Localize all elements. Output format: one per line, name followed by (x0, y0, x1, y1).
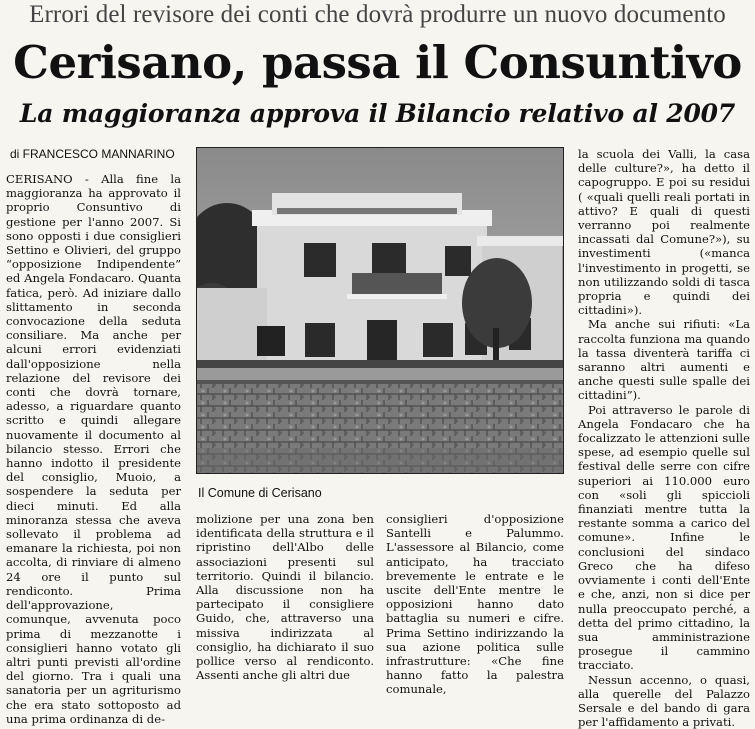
paragraph: la scuola dei Valli, la casa delle culture?», ha detto il capogruppo. E poi su residui ( «quali quelli reali portati in attivo? E quali di questi verranno poi realmente incassati dal Comune?»), su investimenti («manca l'investimento in progetti, se non utilizzando soldi di tasca propria e quindi dei cittadini»). (578, 147, 750, 318)
paragraph: Poi attraverso le parole di Angela Fondacaro che ha focalizzato le attenzioni sulle spese, ad esempio quelle sul festival delle serre con cifre superiori ai 110.000 euro con «soli gli spiccioli finanziati mentre tutta la restante somma a carico del comune». Infine le conclusioni del sindaco Greco che ha difeso ovviamente i conti dell'Ente e che, anzi, non si dice per nulla preoccupato perché, a detta del primo cittadino, la sua amministrazione prosegue il cammino tracciato. (578, 402, 750, 673)
town-hall-photo (196, 147, 564, 474)
article-subhead: La maggioranza approva il Bilancio relativo al 2007 (19, 99, 736, 128)
article-kicker: Errori del revisore dei conti che dovrà produrre un nuovo documento (29, 1, 726, 28)
photo-caption: Il Comune di Cerisano (198, 486, 322, 500)
paragraph: Nessun accenno, o quasi, alla querelle del Palazzo Sersale e del bando di gara per l'affidamento a privati. (578, 672, 750, 729)
paragraph: consiglieri d'opposizione Santelli e Palummo. L'assessore al Bilancio, come anticipato, ha tracciato brevemente le entrate e le uscite dell'Ente mentre le opposizioni hanno dato battaglia su numeri e cifre. Prima Settino indirizzando la sua azione politica sulle infrastrutture: «Che fine hanno fatto la palestra comunale, (386, 512, 564, 697)
paragraph: CERISANO - Alla fine la maggioranza ha approvato il proprio Consuntivo di gestione per l'anno 2007. Si sono opposti i due consiglieri Settino e Olivieri, del gruppo “opposizione Indipendente” ed Angela Fondacaro. Quanta fatica, però. Ad iniziare dallo slittamento in seconda convocazione della seduta consiliare. Ma anche per alcuni errori evidenziati dall'opposizione nella relazione del revisore dei conti che dovrà tornare, adesso, a riguardare quanto scritto e quindi allegare nuovamente il documento al bilancio stesso. Errori che hanno indotto il presidente del consiglio, Muoio, a sospendere la seduta per dieci minuti. Ed alla minoranza stessa che aveva sollevato il problema ad emanare la richiesta, poi non accolta, di rinviare di almeno 24 ore il punto sul rendiconto. Prima dell'approvazione, comunque, avvenuta poco prima di mezzanotte i consiglieri hanno votato gli altri punti previsti all'ordine del giorno. Tra i quali una sanatoria per un agriturismo che era stato sottoposto ad una prima ordinanza di de- (6, 172, 181, 726)
paragraph: Ma anche sui rifiuti: «La raccolta funziona ma quando la tassa diventerà tariffa ci saranno altri aumenti e anche questi sulle spalle dei cittadini”). (578, 317, 750, 403)
article-headline: Cerisano, passa il Consuntivo (13, 36, 742, 89)
article-column-2 (196, 512, 374, 682)
article-column-4 (578, 147, 750, 729)
article-byline: di FRANCESCO MANNARINO (10, 147, 175, 161)
article-column-3 (386, 512, 564, 697)
paragraph: molizione per una zona ben identificata della struttura e il ripristino dell'Albo delle associazioni presenti sul territorio. Quindi il bilancio. Alla discussione non ha partecipato il consigliere Guido, che, attraverso una missiva indirizzata al consiglio, ha dichiarato il suo pollice verso al rendiconto. Assenti anche gli altri due (196, 512, 374, 683)
article-column-1 (6, 172, 181, 726)
